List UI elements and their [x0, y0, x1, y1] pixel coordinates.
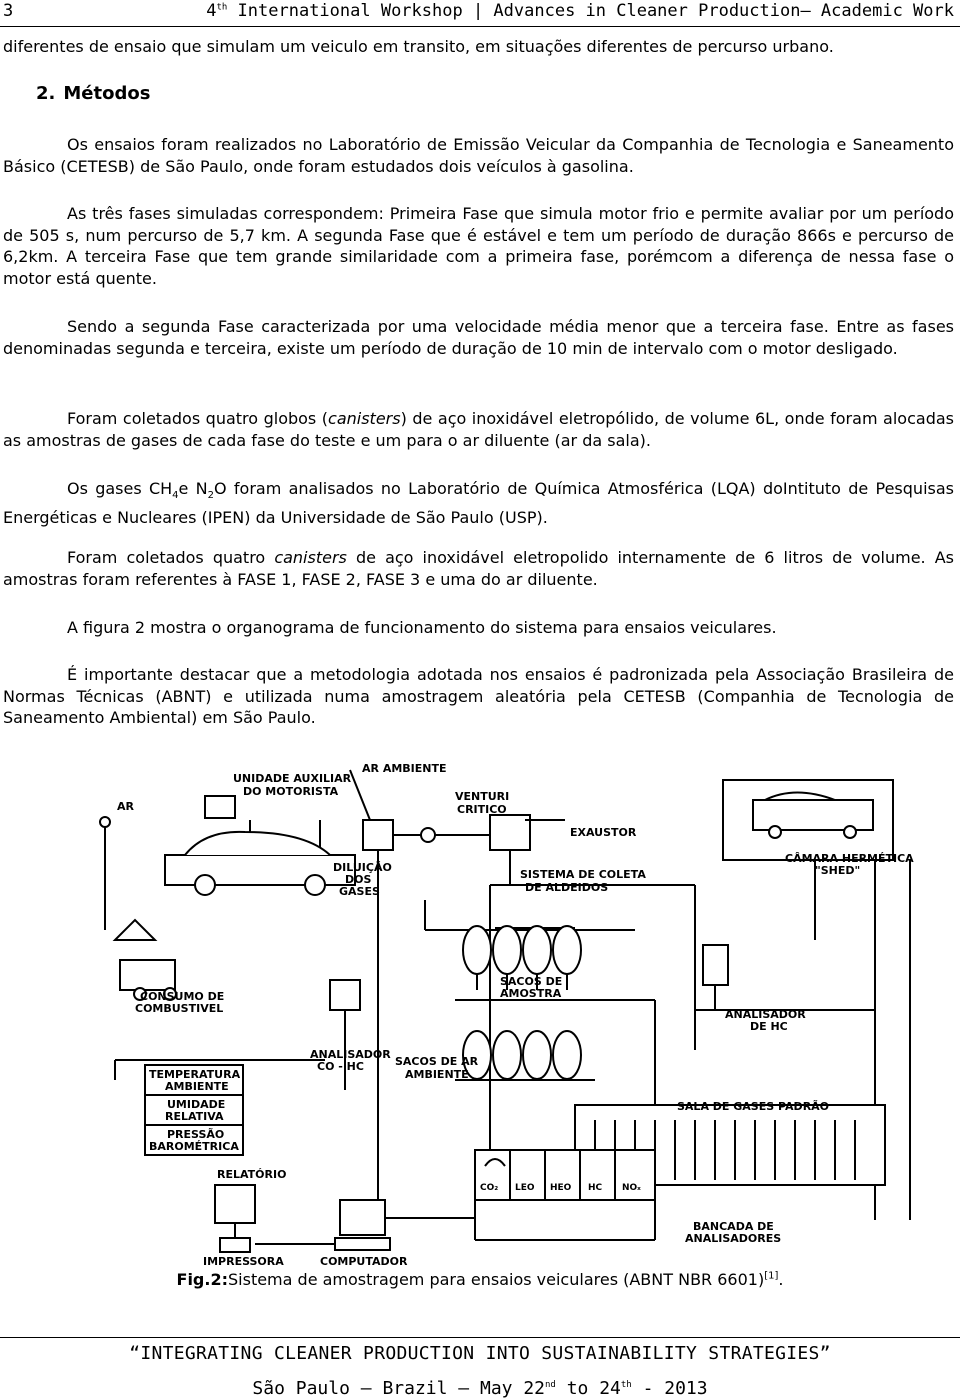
page-number: 3 — [3, 1, 14, 21]
label-heo: HEO — [550, 1183, 572, 1193]
section-heading — [36, 83, 158, 104]
label-sacos-ar-1: SACOS DE AR — [395, 1055, 479, 1068]
label-sacos-amostra-1: SACOS DE — [500, 975, 563, 988]
label-analisador-hc-2: DE HC — [750, 1020, 788, 1033]
caption-label: Fig.2: — [176, 1270, 228, 1289]
label-computador: COMPUTADOR — [320, 1255, 408, 1268]
footer-divider — [0, 1337, 960, 1338]
label-unidade-1: UNIDADE AUXILIAR — [233, 772, 352, 785]
label-coleta-2: DE ALDEIDOS — [525, 881, 609, 894]
paragraph-figure-ref: A figura 2 mostra o organograma de funcionamento do sistema para ensaios veiculares. — [67, 618, 777, 637]
label-umidade-2: RELATIVA — [165, 1110, 224, 1123]
paragraph-lab: Os ensaios foram realizados no Laboratório de Emissão Veicular da Companhia de Tecnologia e Saneamento Básico (CETESB) de São Paulo, onde foram estudados dois veículos à gasolina. — [3, 135, 954, 176]
paragraph-second-phase: Sendo a segunda Fase caracterizada por uma velocidade média menor que a terceira fase. Entre as fases denominadas segunda e terceira, existe um período de duração de 10 min de intervalo com o motor desligado. — [3, 317, 954, 358]
label-camara-1: CÂMARA HERMÉTICA — [785, 852, 914, 865]
paragraph-methodology: É importante destacar que a metodologia adotada nos ensaios é padronizada pela Associação Brasileira de Normas Técnicas (ABNT) e utilizada numa amostragem aleatória pela CETESB (Companhia de Tecnologia de Saneamento Ambiental) em São Paulo. — [3, 665, 954, 727]
label-analisador-hc-1: ANALISADOR — [725, 1008, 806, 1021]
label-nox: NOₓ — [622, 1183, 641, 1193]
label-consumo-2: COMBUSTIVEL — [135, 1002, 224, 1015]
label-impressora: IMPRESSORA — [203, 1255, 284, 1268]
label-unidade-2: DO MOTORISTA — [243, 785, 339, 798]
label-sacos-ar-2: AMBIENTE — [405, 1068, 469, 1081]
label-pressao-2: BAROMÉTRICA — [149, 1140, 239, 1153]
running-title: 4th International Workshop | Advances in Cleaner Production– Academic Work — [206, 1, 954, 21]
label-relatorio: RELATÓRIO — [217, 1168, 287, 1181]
label-consumo-1: CONSUMO DE — [140, 990, 225, 1003]
label-hc: HC — [588, 1183, 603, 1193]
section-number: 2. — [36, 83, 56, 104]
label-sacos-amostra-2: AMOSTRA — [500, 987, 562, 1000]
label-temperatura-2: AMBIENTE — [165, 1080, 229, 1093]
label-sala: SALA DE GASES PADRÃO — [677, 1100, 830, 1113]
label-venturi-2: CRITICO — [457, 803, 507, 816]
label-camara-2: "SHED" — [815, 864, 861, 877]
page-header — [0, 0, 960, 27]
paragraph-samples: Foram coletados quatro canisters de aço inoxidável eletropolido internamente de 6 litros de volume. As amostras foram referentes à FASE 1, FASE 2, FASE 3 e uma do ar diluente. — [3, 548, 954, 589]
caption-text: Sistema de amostragem para ensaios veiculares (ABNT NBR 6601) — [228, 1270, 765, 1289]
diagram-svg — [95, 760, 931, 1270]
label-bancada-1: BANCADA DE — [693, 1220, 774, 1233]
label-bancada-2: ANALISADORES — [685, 1232, 782, 1245]
paragraph-phases: As três fases simuladas correspondem: Primeira Fase que simula motor frio e permite avaliar por um período de 505 s, num percurso de 5,7 km. A segunda Fase que é estável e tem um período de duração 866s e percurso de 6,2km. A terceira Fase que tem grande similaridade com a primeira fase, porémcom a diferença de nessa fase o motor está quente. — [3, 204, 954, 288]
paragraph-intro: diferentes de ensaio que simulam um veiculo em transito, em situações diferentes de percurso urbano. — [3, 37, 834, 56]
label-umidade-1: UMIDADE — [167, 1098, 226, 1111]
label-analisador-co-2: CO - HC — [317, 1060, 364, 1073]
label-ar-ambiente: AR AMBIENTE — [362, 762, 447, 775]
label-venturi-1: VENTURI — [455, 790, 510, 803]
figure-caption: Fig.2:Sistema de amostragem para ensaios veiculares (ABNT NBR 6601)[1]. — [176, 1270, 784, 1289]
section-title: Métodos — [63, 83, 151, 104]
label-diluicao-1: DILUIÇÃO — [333, 861, 392, 874]
label-diluicao-2: DOS — [345, 873, 372, 886]
label-ar: AR — [117, 800, 134, 813]
footer-date: São Paulo – Brazil – May 22nd to 24th - 2013 — [252, 1378, 708, 1399]
label-diluicao-3: GASES — [339, 885, 380, 898]
label-co2: CO₂ — [480, 1183, 499, 1193]
sampling-system-diagram — [95, 760, 931, 1270]
label-pressao-1: PRESSÃO — [167, 1128, 225, 1141]
paragraph-canisters: Foram coletados quatro globos (canisters) de aço inoxidável eletropólido, de volume 6L, onde foram alocadas as amostras de gases de cada fase do teste e um para o ar diluente (ar da sala). — [3, 409, 954, 450]
footer-slogan: “INTEGRATING CLEANER PRODUCTION INTO SUSTAINABILITY STRATEGIES” — [129, 1343, 831, 1364]
caption-ref: [1] — [764, 1270, 779, 1282]
label-coleta-1: SISTEMA DE COLETA — [520, 868, 646, 881]
paragraph-gases: Os gases $CH_4e$ $N_2O$ foram analisados no Laboratório de Química Atmosférica (LQA) doIntituto de Pesquisas Energéticas e Nucleares (IPEN) da Universidade de São Paulo (USP). — [3, 479, 954, 527]
label-leo: LEO — [515, 1183, 535, 1193]
label-temperatura-1: TEMPERATURA — [149, 1068, 241, 1081]
label-exaustor: EXAUSTOR — [570, 826, 637, 839]
label-analisador-co-1: ANALISADOR — [310, 1048, 391, 1061]
